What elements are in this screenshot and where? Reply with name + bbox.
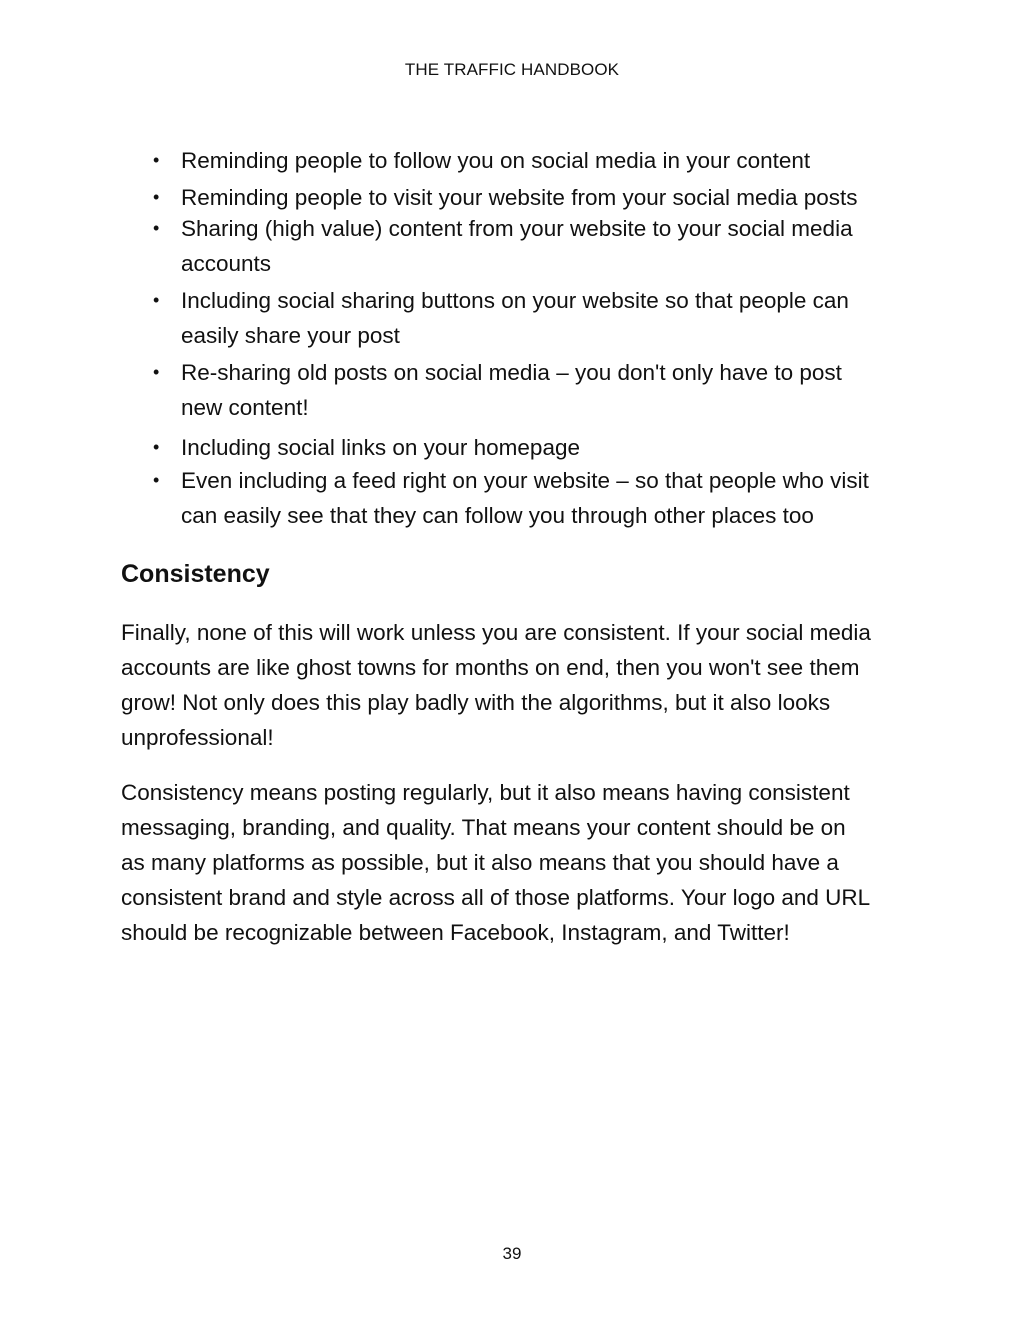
list-item-text: accounts (181, 251, 272, 276)
bullet-list (122, 143, 912, 533)
list-item (122, 430, 912, 465)
paragraph-line: Consistency means posting regularly, but it also means having consistent (121, 780, 850, 805)
list-item (122, 143, 912, 178)
page-number: 39 (502, 1244, 522, 1263)
list-item (122, 211, 912, 281)
list-item-text: new content! (181, 395, 309, 420)
list-item-text: Reminding people to follow you on social media in your content (181, 148, 811, 173)
list-item-text: Even including a feed right on your website – so that people who visit (181, 468, 869, 493)
bullet-icon: • (153, 218, 160, 238)
bullet-icon: • (153, 290, 160, 310)
bullet-icon: • (153, 150, 160, 170)
paragraph-line: grow! Not only does this play badly with the algorithms, but it also looks (121, 690, 831, 715)
body-paragraph (121, 615, 906, 755)
bullet-icon: • (153, 437, 160, 457)
bullet-icon: • (153, 187, 160, 207)
bullet-icon: • (153, 470, 160, 490)
list-item (122, 283, 912, 353)
paragraph-line: accounts are like ghost towns for months on end, then you won't see them (121, 655, 860, 680)
paragraph-line: unprofessional! (121, 725, 274, 750)
paragraph-line: as many platforms as possible, but it also means that you should have a (121, 850, 839, 875)
list-item (122, 463, 912, 533)
paragraph-line: consistent brand and style across all of those platforms. Your logo and URL (121, 885, 871, 910)
list-item-text: Reminding people to visit your website from your social media posts (181, 185, 858, 210)
paragraph-line: should be recognizable between Facebook, Instagram, and Twitter! (121, 920, 790, 945)
running-header: THE TRAFFIC HANDBOOK (404, 60, 620, 79)
section-heading: Consistency (121, 560, 270, 588)
list-item-text: easily share your post (181, 323, 400, 348)
list-item-text: Including social links on your homepage (181, 435, 580, 460)
body-paragraph (121, 775, 906, 950)
list-item (122, 355, 912, 425)
bullet-icon: • (153, 362, 160, 382)
paragraph-line: Finally, none of this will work unless you are consistent. If your social media (121, 620, 871, 645)
list-item-text: can easily see that they can follow you through other places too (181, 503, 814, 528)
list-item-text: Sharing (high value) content from your website to your social media (181, 216, 853, 241)
list-item-text: Re-sharing old posts on social media – you don't only have to post (181, 360, 842, 385)
list-item-text: Including social sharing buttons on your website so that people can (181, 288, 849, 313)
list-item (122, 180, 912, 215)
paragraph-line: messaging, branding, and quality. That means your content should be on (121, 815, 846, 840)
